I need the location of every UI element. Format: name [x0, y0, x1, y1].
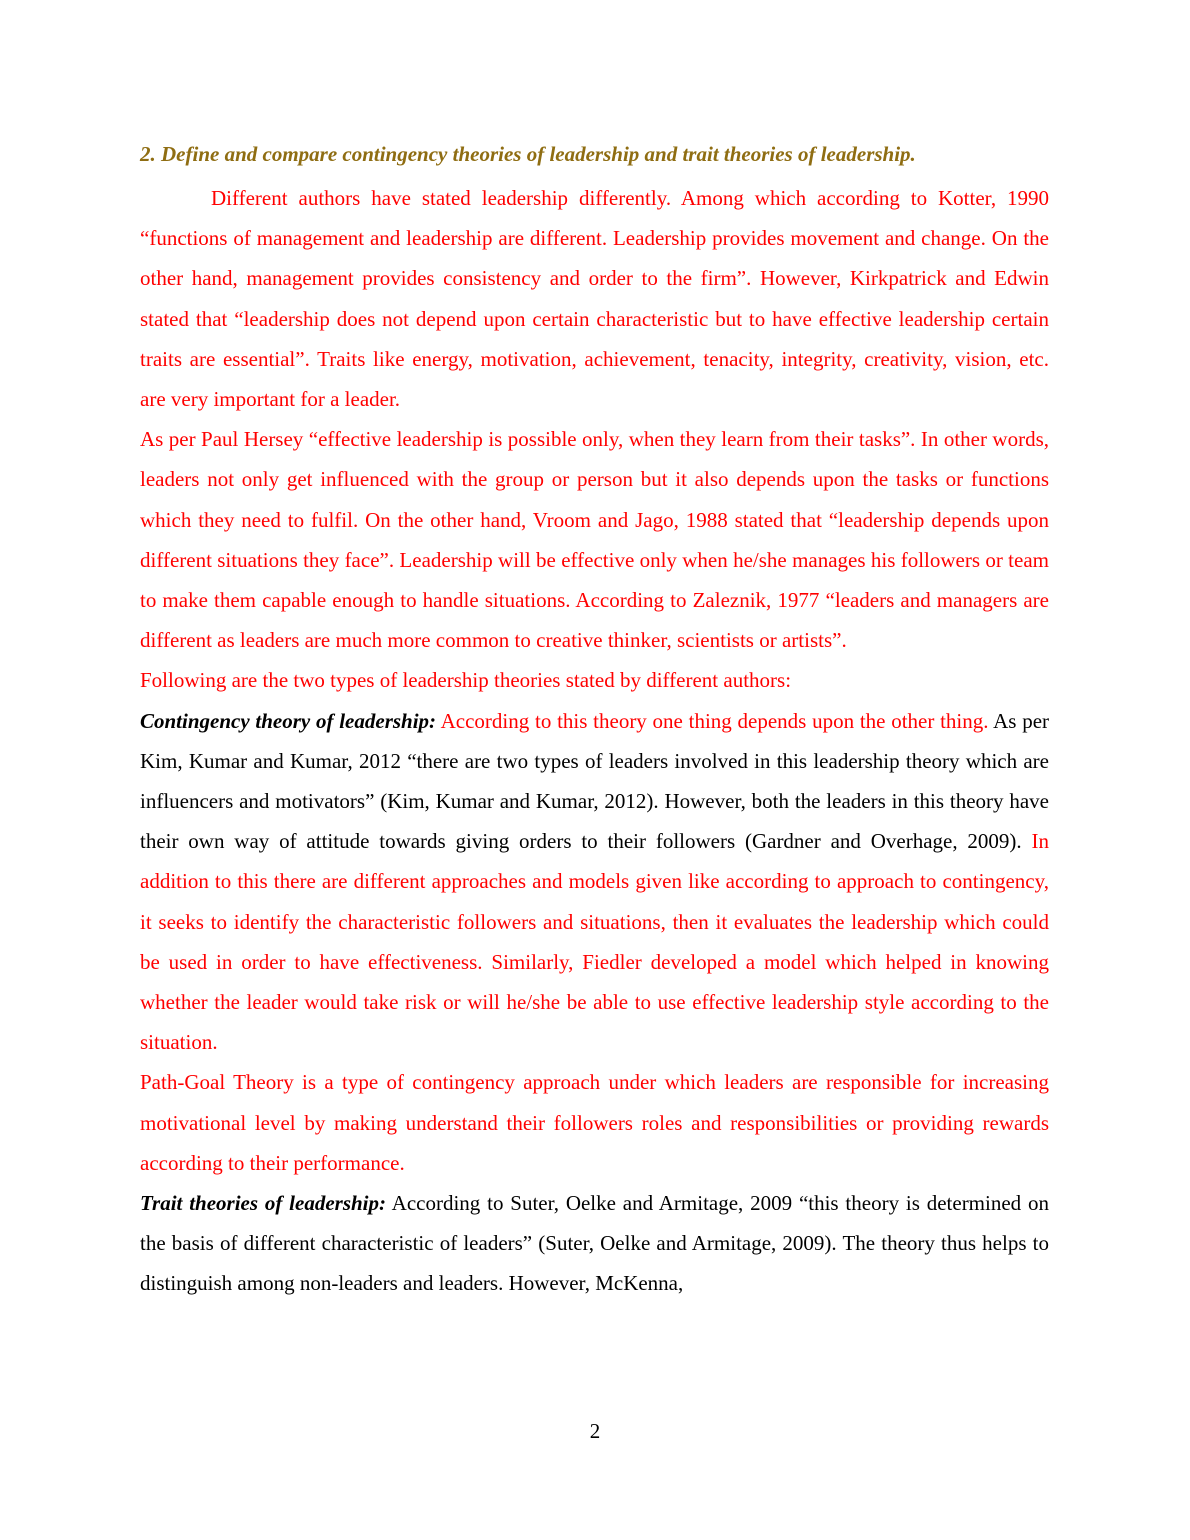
- trait-theories-text: According to Suter, Oelke and Armitage, 2009 “this theory is determined on the basis of different characteristic of leaders” (Suter, Oelke and Armitage, 2009). The theory thus helps to distinguish among non-leaders and leaders. However, McKenna,: [140, 1191, 1049, 1296]
- paragraph-path-goal-theory: Path-Goal Theory is a type of contingency approach under which leaders are responsible for increasing motivational level by making understand their followers roles and responsibilities or providing rewards according to their performance.: [140, 1070, 1049, 1175]
- paragraph-contingency-theory: [140, 701, 1049, 1063]
- document-page: [140, 138, 1049, 1304]
- trait-theories-term: Trait theories of leadership:: [140, 1191, 386, 1216]
- contingency-theory-approaches: In addition to this there are different approaches and models given like according to approach to contingency, it seeks to identify the characteristic followers and situations, then it evaluates the leadership which could be used in order to have effectiveness. Similarly, Fiedler developed a model which helped in knowing whether the leader would take risk or will he/she be able to use effective leadership style according to the situation.: [140, 829, 1049, 1055]
- paragraph-leadership-views: As per Paul Hersey “effective leadership is possible only, when they learn from their tasks”. In other words, leaders not only get influenced with the group or person but it also depends upon the tasks or functions which they need to fulfil. On the other hand, Vroom and Jago, 1988 stated that “leadership depends upon different situations they face”. Leadership will be effective only when he/she manages his followers or team to make them capable enough to handle situations. According to Zaleznik, 1977 “leaders and managers are different as leaders are much more common to creative thinker, scientists or artists”.: [140, 427, 1049, 653]
- contingency-theory-term: Contingency theory of leadership:: [140, 708, 437, 733]
- contingency-theory-definition: According to this theory one thing depends upon the other thing.: [436, 708, 989, 733]
- paragraph-theory-types-intro: Following are the two types of leadership theories stated by different authors:: [140, 668, 792, 693]
- paragraph-trait-theories: [140, 1183, 1049, 1304]
- page-number: 2: [589, 1419, 601, 1443]
- section-heading: 2. Define and compare contingency theories of leadership and trait theories of leadership.: [140, 142, 916, 166]
- paragraph-leadership-definitions: Different authors have stated leadership differently. Among which according to Kotter, 1990 “functions of management and leadership are different. Leadership provides movement and change. On the other hand, management provides consistency and order to the firm”. However, Kirkpatrick and Edwin stated that “leadership does not depend upon certain characteristic but to have effective leadership certain traits are essential”. Traits like energy, motivation, achievement, tenacity, integrity, creativity, vision, etc. are very important for a leader.: [140, 186, 1049, 412]
- contingency-theory-citation: As per Kim, Kumar and Kumar, 2012 “there are two types of leaders involved in this leadership theory which are influencers and motivators” (Kim, Kumar and Kumar, 2012). However, both the leaders in this theory have their own way of attitude towards giving orders to their followers (Gardner and Overhage, 2009).: [140, 708, 1050, 854]
